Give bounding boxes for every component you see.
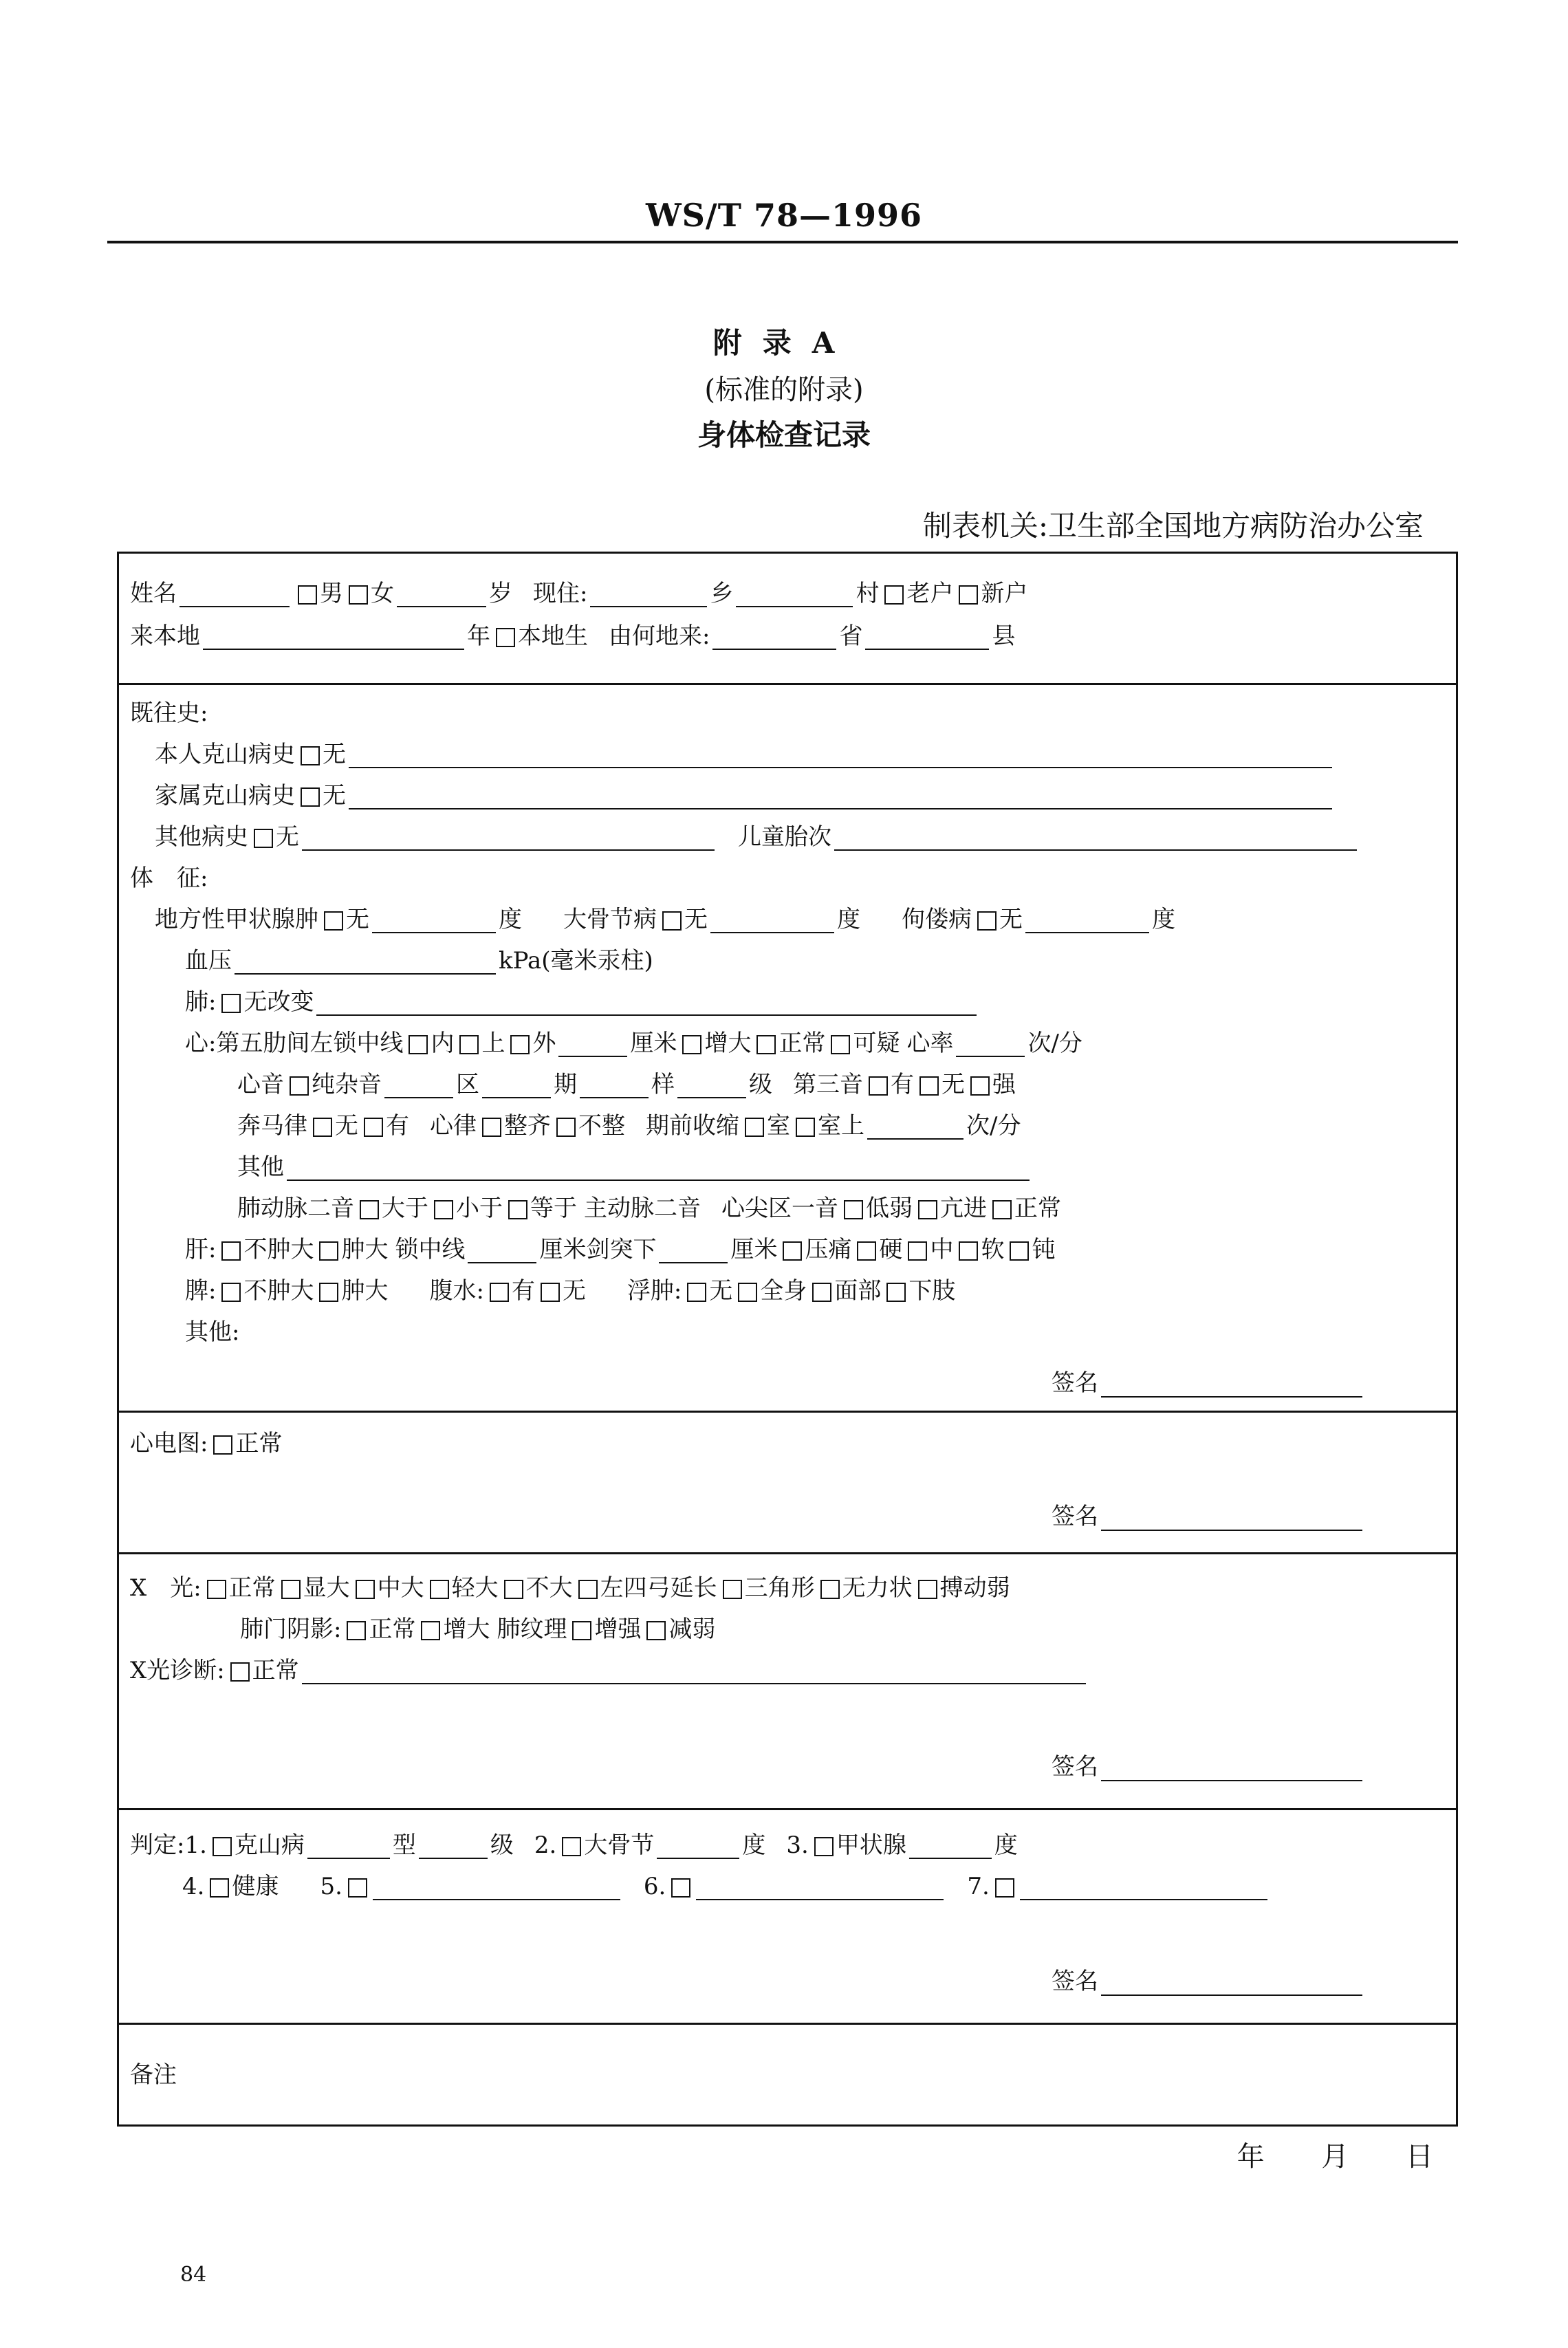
heart-other-field[interactable] [287, 1156, 1030, 1181]
gallop-have-checkbox[interactable] [364, 1118, 383, 1137]
new-household-checkbox[interactable] [959, 585, 978, 605]
village-field[interactable] [736, 583, 853, 607]
xray-marked-checkbox[interactable] [281, 1580, 301, 1599]
page-number: 84 [180, 2263, 207, 2287]
judgement-6-field[interactable] [696, 1876, 944, 1900]
ventricular-checkbox[interactable] [745, 1118, 764, 1137]
xray-weak-shape-checkbox[interactable] [820, 1580, 840, 1599]
arrival-year-field[interactable] [203, 625, 464, 650]
from-province-field[interactable] [712, 625, 836, 650]
judgement-7-field[interactable] [1020, 1876, 1267, 1900]
thyroid-checkbox[interactable] [814, 1837, 834, 1856]
other-history-row: 其他病史 无 儿童胎次 [155, 823, 1360, 851]
liver-hard-checkbox[interactable] [857, 1241, 876, 1261]
goiter-row: 地方性甲状腺肿 无 度 大骨节病 无 度 佝偻病 无 度 [155, 906, 1175, 933]
liver-not-enlarged-checkbox[interactable] [221, 1241, 241, 1261]
ecg-row: 心电图: 正常 [130, 1430, 283, 1457]
spleen-not-enlarged-checkbox[interactable] [221, 1283, 241, 1302]
liver-row: 肝: 不肿大 肿大 锁中线 厘米剑突下 厘米 压痛 硬 中 软 钝 [185, 1236, 1056, 1263]
rickets-none-checkbox[interactable] [977, 911, 997, 931]
markings-increased-checkbox[interactable] [572, 1621, 591, 1640]
premature-count-field[interactable] [867, 1115, 963, 1140]
equal-checkbox[interactable] [508, 1200, 527, 1219]
xray-not-enlarged-checkbox[interactable] [504, 1580, 523, 1599]
signature-1-field[interactable] [1101, 1373, 1362, 1398]
appendix-note: (标准的附录) [704, 374, 864, 406]
inner-checkbox[interactable] [409, 1035, 428, 1054]
signs-other-row: 其他: [185, 1318, 240, 1346]
gallop-row: 奔马律 无 有 心律 整齐 不整 期前收缩 室 室上 次/分 [237, 1112, 1021, 1140]
gallop-none-checkbox[interactable] [313, 1118, 332, 1137]
section-divider [119, 2023, 1456, 2025]
judgement-7-checkbox[interactable] [995, 1878, 1014, 1898]
section-divider [119, 1808, 1456, 1810]
greater-checkbox[interactable] [360, 1200, 379, 1219]
ecg-normal-checkbox[interactable] [213, 1435, 232, 1455]
signature-4-field[interactable] [1101, 1971, 1362, 1996]
old-household-checkbox[interactable] [884, 585, 904, 605]
upper-checkbox[interactable] [459, 1035, 479, 1054]
personal-keshan-row: 本人克山病史 无 [155, 741, 1335, 768]
xray-row: X 光: 正常 显大 中大 轻大 不大 左四弓延长 三角形 无力状 搏动弱 [130, 1574, 1010, 1602]
thyroid-degree-field[interactable] [909, 1834, 992, 1859]
kbd-judgement-checkbox[interactable] [562, 1837, 581, 1856]
personal-keshan-field[interactable] [349, 743, 1332, 768]
hilar-row: 肺门阴影: 正常 增大 肺纹理 增强 减弱 [240, 1616, 716, 1643]
standard-code: WS/T 78—1996 [646, 197, 922, 234]
goiter-none-checkbox[interactable] [324, 911, 343, 931]
edema-lower-limb-checkbox[interactable] [886, 1283, 906, 1302]
personal-row-2: 来本地 年 本地生 由何地来: 省 县 [130, 622, 1016, 650]
murmur-grade-field[interactable] [677, 1074, 746, 1098]
pure-murmur-checkbox[interactable] [290, 1076, 309, 1096]
section-divider [119, 683, 1456, 685]
history-heading: 既往史: [130, 699, 208, 727]
s1-hyper-checkbox[interactable] [918, 1200, 937, 1219]
signature-2: 签名 [1052, 1497, 1365, 1531]
murmur-phase-field[interactable] [482, 1074, 551, 1098]
ascites-none-checkbox[interactable] [541, 1283, 560, 1302]
kbd-none-checkbox[interactable] [662, 911, 682, 931]
supraventricular-checkbox[interactable] [796, 1118, 815, 1137]
liver-mcl-field[interactable] [468, 1239, 536, 1263]
judgement-5-checkbox[interactable] [348, 1878, 367, 1898]
markings-decreased-checkbox[interactable] [646, 1621, 666, 1640]
murmur-zone-field[interactable] [384, 1074, 453, 1098]
xray-normal-checkbox[interactable] [207, 1580, 226, 1599]
keshan-checkbox[interactable] [213, 1837, 232, 1856]
female-checkbox[interactable] [349, 585, 368, 605]
goiter-degree-field[interactable] [372, 909, 496, 933]
kbd-judgement-degree-field[interactable] [657, 1834, 739, 1859]
lung-field[interactable] [316, 991, 977, 1016]
xray-triangle-checkbox[interactable] [723, 1580, 742, 1599]
lung-row: 肺: 无改变 [185, 988, 979, 1016]
other-history-field[interactable] [302, 826, 715, 851]
signs-heading: 体 征: [130, 865, 208, 892]
appendix-title: 附录A [712, 326, 856, 360]
remarks-row: 备注 [130, 2061, 177, 2089]
male-checkbox[interactable] [298, 585, 317, 605]
s1-weak-checkbox[interactable] [844, 1200, 863, 1219]
xray-weak-pulsation-checkbox[interactable] [918, 1580, 937, 1599]
from-county-field[interactable] [865, 625, 989, 650]
healthy-checkbox[interactable] [210, 1878, 229, 1898]
heart-normal-checkbox[interactable] [756, 1035, 776, 1054]
rickets-degree-field[interactable] [1025, 909, 1149, 933]
signature-4: 签名 [1052, 1962, 1365, 1996]
third-sound-none-checkbox[interactable] [919, 1076, 939, 1096]
section-divider [119, 1552, 1456, 1554]
heart-sound-row: 心音 纯杂音 区 期 样 级 第三音 有 无 强 [237, 1071, 1016, 1098]
section-divider [119, 1411, 1456, 1413]
murmur-like-field[interactable] [580, 1074, 649, 1098]
signature-3: 签名 [1052, 1748, 1365, 1781]
judgement-row-2: 4. 健康 5. 6. 7. [182, 1873, 1270, 1900]
heart-enlarged-checkbox[interactable] [682, 1035, 701, 1054]
xray-left-fourth-arc-checkbox[interactable] [578, 1580, 598, 1599]
signature-2-field[interactable] [1101, 1506, 1362, 1531]
header-rule [107, 241, 1458, 243]
lung-no-change-checkbox[interactable] [221, 994, 241, 1013]
outer-checkbox[interactable] [510, 1035, 530, 1054]
personal-row-1: 姓名 男 女 岁 现住: 乡 村 老户 新户 [130, 580, 1028, 607]
heart-suspect-checkbox[interactable] [831, 1035, 850, 1054]
xray-moderate-checkbox[interactable] [356, 1580, 375, 1599]
liver-blunt-checkbox[interactable] [1010, 1241, 1029, 1261]
family-keshan-none-checkbox[interactable] [301, 787, 320, 807]
hilar-normal-checkbox[interactable] [347, 1621, 366, 1640]
other-history-none-checkbox[interactable] [254, 829, 273, 848]
issuer: 制表机关:卫生部全国地方病防治办公室 [922, 509, 1424, 543]
bp-row: 血压 kPa(毫米汞柱) [185, 947, 653, 975]
kbd-degree-field[interactable] [710, 909, 834, 933]
family-keshan-field[interactable] [349, 785, 1332, 809]
date-line: 年 月 日 [1237, 2141, 1433, 2173]
edema-none-checkbox[interactable] [687, 1283, 706, 1302]
third-sound-strong-checkbox[interactable] [970, 1076, 990, 1096]
heart-cm-field[interactable] [558, 1032, 627, 1057]
hilar-enlarged-checkbox[interactable] [421, 1621, 440, 1640]
edema-whole-body-checkbox[interactable] [738, 1283, 757, 1302]
less-checkbox[interactable] [434, 1200, 453, 1219]
xray-mild-checkbox[interactable] [430, 1580, 449, 1599]
heart-rate-field[interactable] [956, 1032, 1025, 1057]
age-field[interactable] [397, 583, 486, 607]
edema-face-checkbox[interactable] [812, 1283, 831, 1302]
judgement-row-1: 判定: 1. 克山病 型 级 2. 大骨节 度 3. 甲状腺 度 [130, 1831, 1018, 1859]
rhythm-regular-checkbox[interactable] [482, 1118, 501, 1137]
signature-1: 签名 [1052, 1364, 1365, 1398]
keshan-type-field[interactable] [307, 1834, 390, 1859]
xray-diagnosis-normal-checkbox[interactable] [230, 1662, 250, 1682]
exam-form [117, 552, 1458, 2127]
heart-other-row: 其他 [237, 1153, 1032, 1181]
heart-row-1: 心:第五肋间左锁中线 内 上 外 厘米 增大 正常 可疑 心率 次/分 [185, 1030, 1082, 1057]
third-sound-have-checkbox[interactable] [869, 1076, 888, 1096]
family-keshan-row: 家属克山病史 无 [155, 782, 1335, 809]
liver-soft-checkbox[interactable] [959, 1241, 978, 1261]
xray-diagnosis-row: X光诊断: 正常 [130, 1657, 1089, 1684]
judgement-6-checkbox[interactable] [671, 1878, 690, 1898]
liver-enlarged-checkbox[interactable] [319, 1241, 338, 1261]
judgement-5-field[interactable] [373, 1876, 620, 1900]
personal-keshan-none-checkbox[interactable] [301, 746, 320, 765]
name-field[interactable] [179, 583, 290, 607]
ascites-have-checkbox[interactable] [490, 1283, 509, 1302]
keshan-grade-field[interactable] [419, 1834, 488, 1859]
liver-xiphoid-field[interactable] [659, 1239, 728, 1263]
signature-3-field[interactable] [1101, 1757, 1362, 1781]
spleen-row: 脾: 不肿大 肿大 腹水: 有 无 浮肿: 无 全身 面部 下肢 [185, 1277, 956, 1305]
bp-field[interactable] [235, 950, 496, 975]
xray-diagnosis-field[interactable] [302, 1660, 1086, 1684]
township-field[interactable] [590, 583, 707, 607]
birth-order-field[interactable] [834, 826, 1357, 851]
s1-normal-checkbox[interactable] [992, 1200, 1012, 1219]
spleen-enlarged-checkbox[interactable] [319, 1283, 338, 1302]
liver-tender-checkbox[interactable] [783, 1241, 802, 1261]
form-title: 身体检查记录 [697, 418, 871, 452]
liver-medium-checkbox[interactable] [908, 1241, 927, 1261]
native-checkbox[interactable] [496, 628, 515, 647]
s2-row: 肺动脉二音 大于 小于 等于 主动脉二音 心尖区一音 低弱 亢进 正常 [237, 1195, 1061, 1222]
rhythm-irregular-checkbox[interactable] [556, 1118, 576, 1137]
